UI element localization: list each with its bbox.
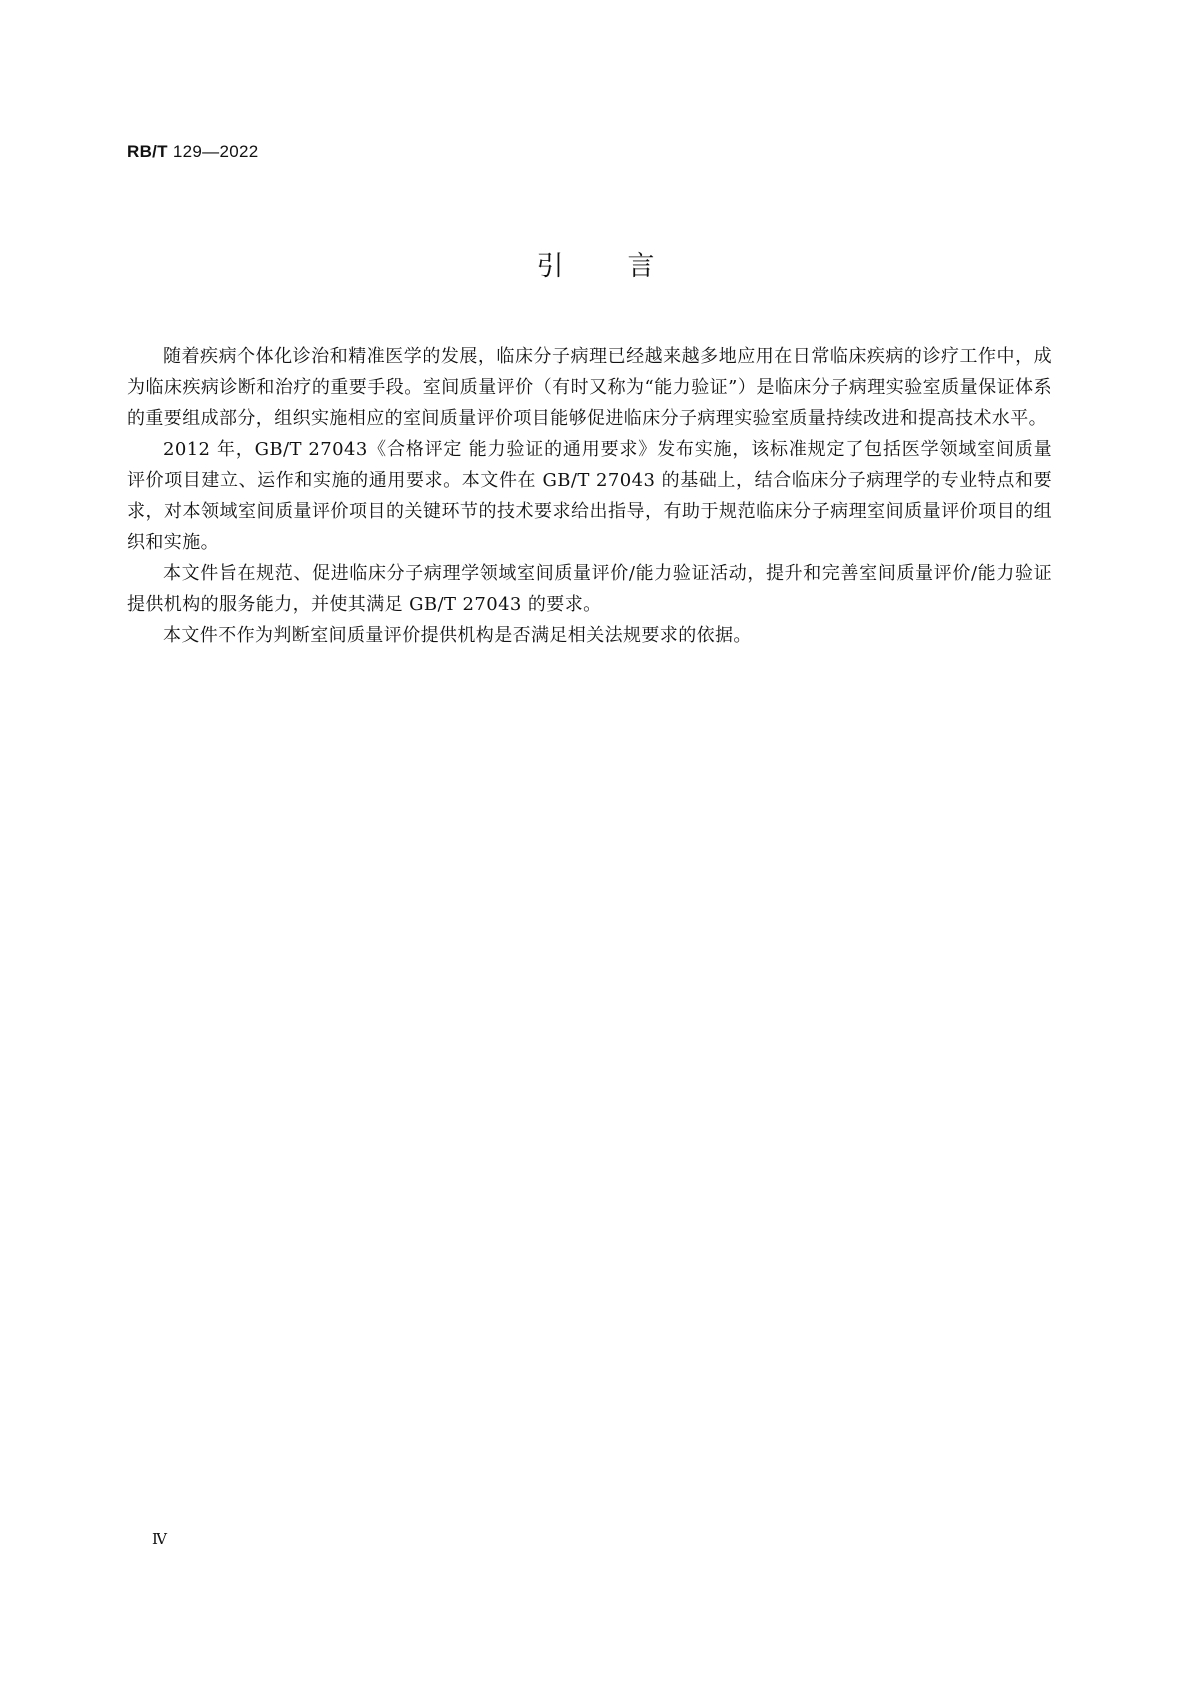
document-code-prefix: RB/T <box>127 142 168 161</box>
document-code <box>127 142 258 162</box>
document-code-number: 129—2022 <box>167 142 259 161</box>
section-heading <box>0 244 1191 283</box>
introduction-body <box>127 341 1052 651</box>
paragraph-3: 本文件旨在规范、促进临床分子病理学领域室间质量评价/能力验证活动，提升和完善室间质量评价/能力验证提供机构的服务能力，并使其满足 GB/T 27043 的要求。 <box>127 563 1052 615</box>
page-number: Ⅳ <box>152 1532 167 1548</box>
paragraph-4: 本文件不作为判断室间质量评价提供机构是否满足相关法规要求的依据。 <box>163 625 752 646</box>
heading-char-2: 言 <box>627 251 655 282</box>
paragraph-2: 2012 年，GB/T 27043《合格评定 能力验证的通用要求》发布实施，该标准规定了包括医学领域室间质量评价项目建立、运作和实施的通用要求。本文件在 GB/T 27043 的基础上，结合临床分子病理学的专业特点和要求，对本领域室间质量评价项目的关键环节的技术要求给出指导，有助于规范临床分子病理室间质量评价项目的组织和实施。 <box>127 439 1052 553</box>
paragraph-1: 随着疾病个体化诊治和精准医学的发展，临床分子病理已经越来越多地应用在日常临床疾病的诊疗工作中，成为临床疾病诊断和治疗的重要手段。室间质量评价（有时又称为“能力验证”）是临床分子病理实验室质量保证体系的重要组成部分，组织实施相应的室间质量评价项目能够促进临床分子病理实验室质量持续改进和提高技术水平。 <box>127 346 1052 429</box>
heading-char-1: 引 <box>536 251 564 282</box>
